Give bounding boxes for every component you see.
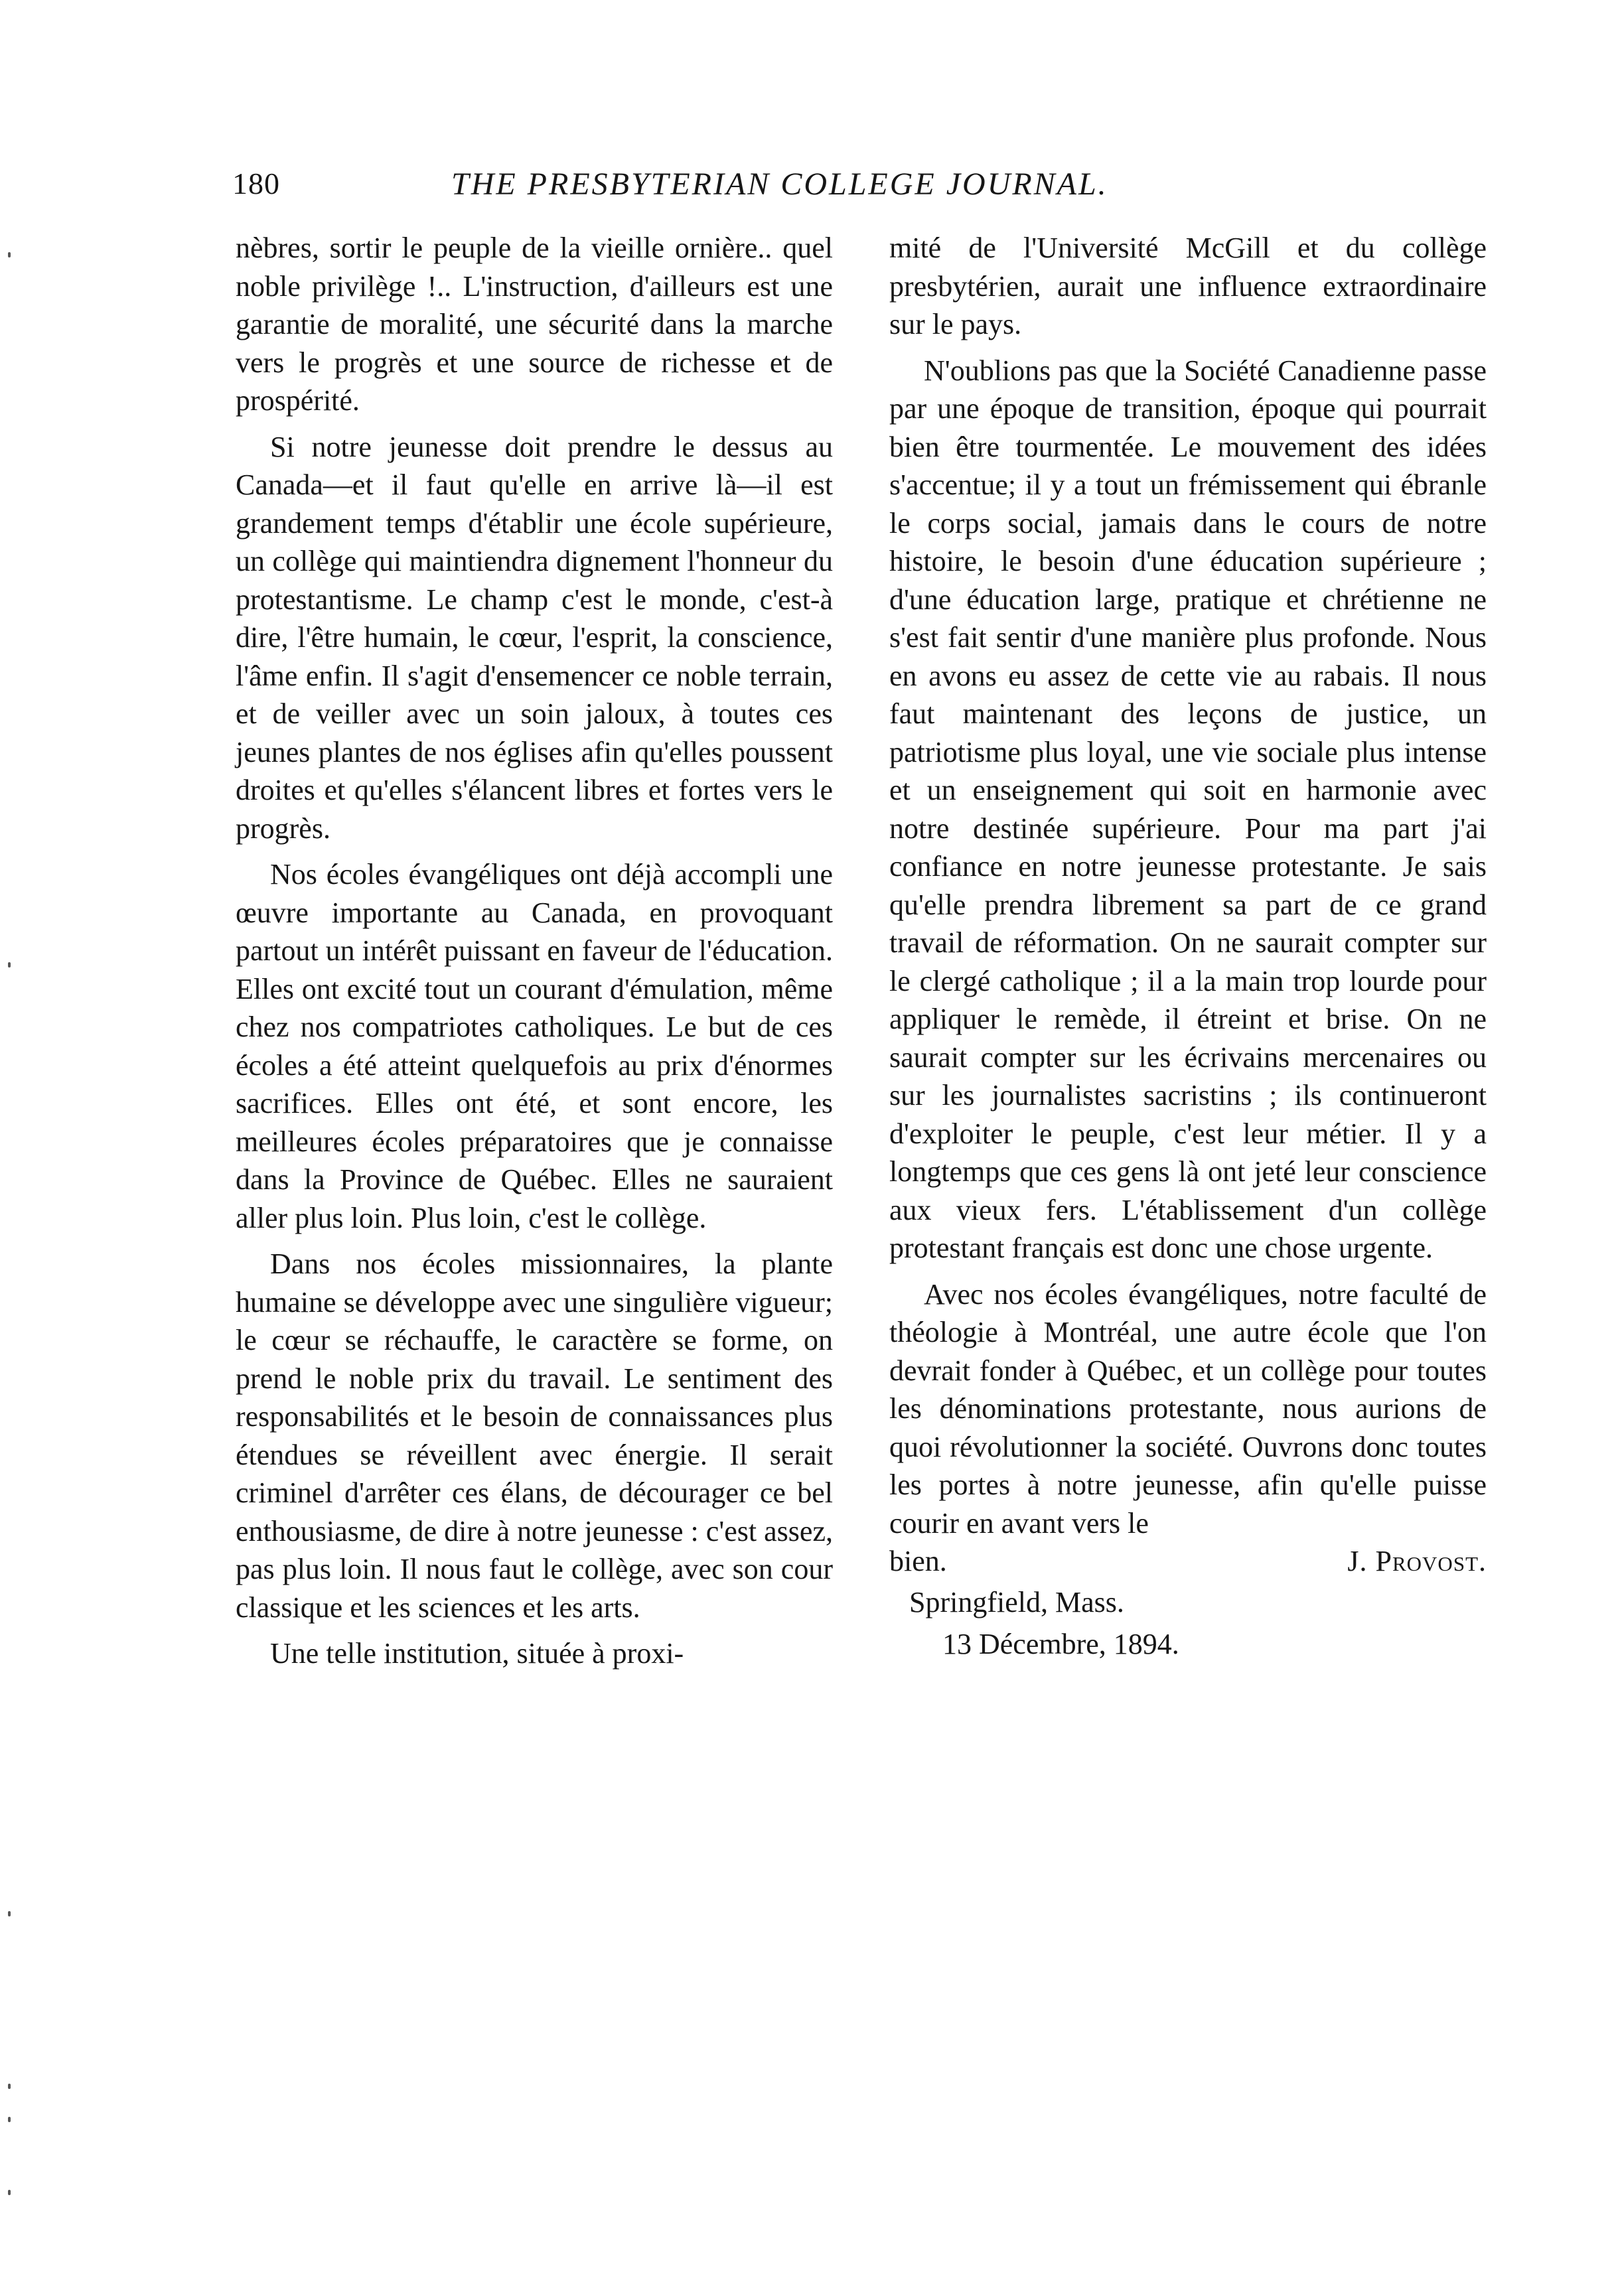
margin-speck [8,2084,11,2089]
right-paragraph-1: mité de l'Université McGill et du collège presbytérien, aurait une influence extraordinaire sur le pays. [889,232,1487,340]
right-paragraph-2: N'oublions pas que la Société Canadienne passe par une époque de transition, époque qui pourrait bien être tourmentée. Le mouvement des idées s'accentue; il y a tout un frémissement qui ébranle le corps social, jamais dans le cours de notre histoire, le besoin d'une éducation supérieure ; d'une éducation large, pratique et chrétienne ne s'est fait sentir d'une manière plus profonde. Nous en avons eu assez de cette vie au rabais. Il nous faut maintenant des leçons de justice, un patriotisme plus loyal, une vie sociale plus intense et un enseignement qui soit en harmonie avec notre destinée supérieure. Pour ma part j'ai confiance en notre jeunesse protestante. Je sais qu'elle prendra librement sa part de ce grand travail de réformation. On ne saurait compter sur le clergé catholique ; il a la main trop lourde pour appliquer le remède, il étreint et brise. On ne saurait compter sur les écrivains mercenaires ou sur les journalistes sacristins ; ils continueront d'exploiter le peuple, c'est leur métier. Il y a longtemps que ces gens là ont jeté leur conscience aux vieux fers. L'établissement d'un collège protestant français est donc une chose urgente. [889,354,1487,1264]
left-paragraph-5: Une telle institution, située à proxi- [270,1637,684,1670]
closing-word: bien. [889,1545,947,1577]
margin-speck [8,2190,11,2195]
margin-speck [8,2117,11,2122]
margin-speck [8,252,11,257]
right-paragraph-3: Avec nos écoles évangéliques, notre faculté de théologie à Montréal, une autre école que l'on devrait fonder à Québec, et un collège pour toutes les dénominations protestante, nous aurions de quoi révolutionner la société. Ouvrons donc toutes les portes à notre jeunesse, afin qu'elle puisse courir en avant vers le [889,1277,1487,1540]
left-column [236,229,833,1681]
date-line: 13 Décembre, 1894. [942,1628,1179,1660]
author-signature: J. Provost. [1347,1545,1487,1577]
place-line: Springfield, Mass. [909,1585,1124,1618]
left-paragraph-3: Nos écoles évangéliques ont déjà accompli une œuvre importante au Canada, en provoquant partout un intérêt puissant en faveur de l'éducation. Elles ont excité tout un courant d'émulation, même chez nos compatriotes catholiques. Le but de ces écoles a été atteint quelquefois au prix d'énormes sacrifices. Elles ont été, et sont encore, les meilleures écoles préparatoires que je connaisse dans la Province de Québec. Elles ne sauraient aller plus loin. Plus loin, c'est le collège. [236,858,833,1234]
margin-speck [8,962,11,968]
page-number: 180 [232,167,280,200]
left-paragraph-4: Dans nos écoles missionnaires, la plante humaine se développe avec une singulière vigueur; le cœur se réchauffe, le caractère se forme, on prend le noble prix du travail. Le sentiment des responsabilités et le besoin de connaissances plus étendues se réveillent avec énergie. Il serait criminel d'arrêter ces élans, de décourager ce bel enthousiasme, de dire à notre jeunesse : c'est assez, pas plus loin. Il nous faut le collège, avec son cour classique et les sciences et les arts. [236,1248,833,1624]
left-paragraph-1: nèbres, sortir le peuple de la vieille ornière.. quel noble privilège !.. L'instruction, d'ailleurs est une garantie de moralité, une sécurité dans la marche vers le progrès et une source de richesse et de prospérité. [236,232,833,417]
margin-specks [8,239,15,2230]
left-paragraph-2: Si notre jeunesse doit prendre le dessus au Canada—et il faut qu'elle en arrive là—il est grandement temps d'établir une école supérieure, un collège qui maintiendra dignement l'honneur du protestantisme. Le champ c'est le monde, c'est-à dire, l'être humain, le cœur, l'esprit, la conscience, l'âme enfin. Il s'agit d'ensemencer ce noble terrain, et de veiller avec un soin jaloux, à toutes ces jeunes plantes de nos églises afin qu'elles poussent droites et qu'elles s'élancent libres et fortes vers le progrès. [236,430,833,845]
signature-line [889,1542,1487,1581]
margin-speck [8,1911,11,1916]
right-column [889,229,1487,1664]
page-header [232,166,1420,206]
running-title: THE PRESBYTERIAN COLLEGE JOURNAL. [451,167,1108,202]
